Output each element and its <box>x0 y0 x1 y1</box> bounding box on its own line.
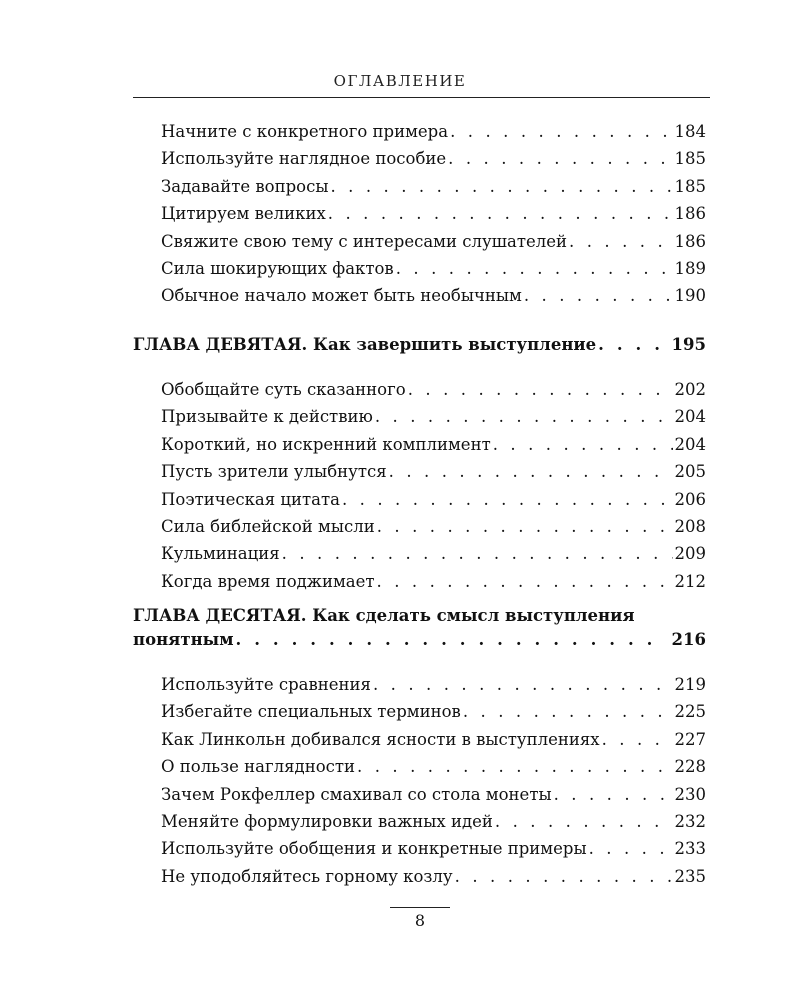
dot-leader <box>463 699 673 725</box>
toc-entry[interactable] <box>161 782 706 808</box>
toc-entry-title: Короткий, но искренний комплимент <box>161 434 491 454</box>
chapter-heading-line1 <box>133 603 706 629</box>
toc-entry-page: 228 <box>674 757 706 777</box>
toc-entry-page: 209 <box>674 544 706 564</box>
toc-entry-title: Сила библейской мысли <box>161 517 375 536</box>
toc-entry[interactable] <box>161 459 706 485</box>
toc-entry-page: 190 <box>674 286 706 306</box>
toc-entry-title: Избегайте специальных терминов <box>161 702 461 722</box>
toc-entry-title: Обобщайте суть сказанного <box>161 380 406 399</box>
dot-leader <box>450 119 672 145</box>
toc-entry-title: Призывайте к действию <box>161 407 373 427</box>
toc-entry[interactable] <box>161 569 706 595</box>
dot-leader <box>342 487 673 513</box>
toc-entry-page: 204 <box>674 434 706 454</box>
toc-entry-title: О пользе наглядности <box>161 757 356 777</box>
chapter-heading[interactable] <box>133 627 706 653</box>
dot-leader <box>396 256 673 282</box>
toc-entry[interactable] <box>161 256 706 282</box>
running-head: ОГЛАВЛЕНИЕ <box>333 72 467 90</box>
dot-leader <box>448 146 672 172</box>
dot-leader <box>569 229 673 255</box>
toc-entry-page: 230 <box>674 784 706 804</box>
dot-leader <box>236 627 664 653</box>
toc-entry-page: 233 <box>674 839 706 859</box>
chapter-heading-page: 195 <box>671 335 706 354</box>
toc-entry[interactable] <box>161 201 706 227</box>
toc-entry-title: Начните с конкретного примера <box>161 122 449 141</box>
chapter-heading[interactable] <box>133 332 706 358</box>
toc-entry-title: Зачем Рокфеллер смахивал со стола монеты <box>161 784 552 804</box>
toc-entry-page: 212 <box>674 571 706 591</box>
toc-entry-title: Задавайте вопросы <box>161 176 329 196</box>
toc-entry-page: 189 <box>674 259 706 278</box>
toc-entry[interactable] <box>161 174 706 200</box>
toc-entry[interactable] <box>161 541 706 567</box>
dot-leader <box>330 174 672 200</box>
dot-leader <box>589 836 673 862</box>
toc-entry-page: 202 <box>674 380 706 399</box>
toc-entry-page: 204 <box>674 407 706 427</box>
toc-entry[interactable] <box>161 699 706 725</box>
dot-leader <box>495 809 673 835</box>
toc-entry-page: 225 <box>674 702 706 722</box>
dot-leader <box>408 377 673 403</box>
toc-entry[interactable] <box>161 377 706 403</box>
toc-entry-title: Пусть зрители улыбнутся <box>161 462 387 482</box>
toc-entry-page: 186 <box>674 231 706 251</box>
toc-entry-title: Когда время поджимает <box>161 571 375 591</box>
toc-entry-page: 205 <box>674 462 706 482</box>
toc-entry[interactable] <box>161 836 706 862</box>
header-rule <box>133 97 710 98</box>
chapter-heading-title: ГЛАВА ДЕВЯТАЯ. Как завершить выступление <box>133 335 597 354</box>
toc-entry-page: 219 <box>674 675 706 694</box>
toc-entry-page: 184 <box>674 122 706 141</box>
toc-entry-title: Используйте сравнения <box>161 675 371 694</box>
toc-entry-page: 185 <box>674 149 706 169</box>
dot-leader <box>455 864 673 890</box>
chapter-heading-title: понятным <box>133 630 234 649</box>
toc-entry-title: Как Линкольн добивался ясности в выступлениях <box>161 729 600 749</box>
dot-leader <box>377 514 673 540</box>
dot-leader <box>493 432 673 458</box>
toc-entry[interactable] <box>161 432 706 458</box>
chapter-heading-line1-text: ГЛАВА ДЕСЯТАЯ. Как сделать смысл выступления <box>133 606 635 625</box>
toc-entry-title: Не уподобляйтесь горному козлу <box>161 866 453 886</box>
dot-leader <box>524 283 673 309</box>
toc-entry[interactable] <box>161 864 706 890</box>
toc-entry-page: 235 <box>674 866 706 886</box>
footer-rule <box>390 907 450 908</box>
page-number: 8 <box>414 911 426 930</box>
toc-entry-page: 208 <box>674 517 706 536</box>
dot-leader <box>598 332 663 358</box>
toc-entry-title: Кульминация <box>161 544 280 564</box>
toc-entry-title: Используйте наглядное пособие <box>161 149 447 169</box>
toc-entry[interactable] <box>161 754 706 780</box>
dot-leader <box>373 672 673 698</box>
toc-entry-title: Свяжите свою тему с интересами слушателей <box>161 231 567 251</box>
dot-leader <box>389 459 673 485</box>
dot-leader <box>602 727 673 753</box>
toc-entry[interactable] <box>161 727 706 753</box>
toc-entry-title: Меняйте формулировки важных идей <box>161 812 493 831</box>
toc-entry-page: 232 <box>674 812 706 831</box>
toc-entry-title: Используйте обобщения и конкретные примеры <box>161 839 587 859</box>
dot-leader <box>328 201 673 227</box>
toc-entry-title: Поэтическая цитата <box>161 489 340 509</box>
toc-entry[interactable] <box>161 119 706 145</box>
toc-entry[interactable] <box>161 229 706 255</box>
toc-entry-page: 186 <box>674 204 706 224</box>
toc-entry[interactable] <box>161 283 706 309</box>
toc-entry-page: 206 <box>674 489 706 509</box>
toc-entry[interactable] <box>161 672 706 698</box>
toc-entry-title: Цитируем великих <box>161 204 326 224</box>
dot-leader <box>282 541 673 567</box>
dot-leader <box>554 782 673 808</box>
toc-entry[interactable] <box>161 809 706 835</box>
chapter-heading-page: 216 <box>671 630 706 649</box>
toc-entry[interactable] <box>161 487 706 513</box>
toc-entry-title: Обычное начало может быть необычным <box>161 286 522 306</box>
toc-entry[interactable] <box>161 404 706 430</box>
toc-entry-title: Сила шокирующих фактов <box>161 259 394 278</box>
dot-leader <box>357 754 672 780</box>
toc-entry-page: 185 <box>674 176 706 196</box>
toc-entry-page: 227 <box>674 729 706 749</box>
toc-entry[interactable] <box>161 514 706 540</box>
dot-leader <box>375 404 673 430</box>
dot-leader <box>377 569 673 595</box>
toc-entry[interactable] <box>161 146 706 172</box>
